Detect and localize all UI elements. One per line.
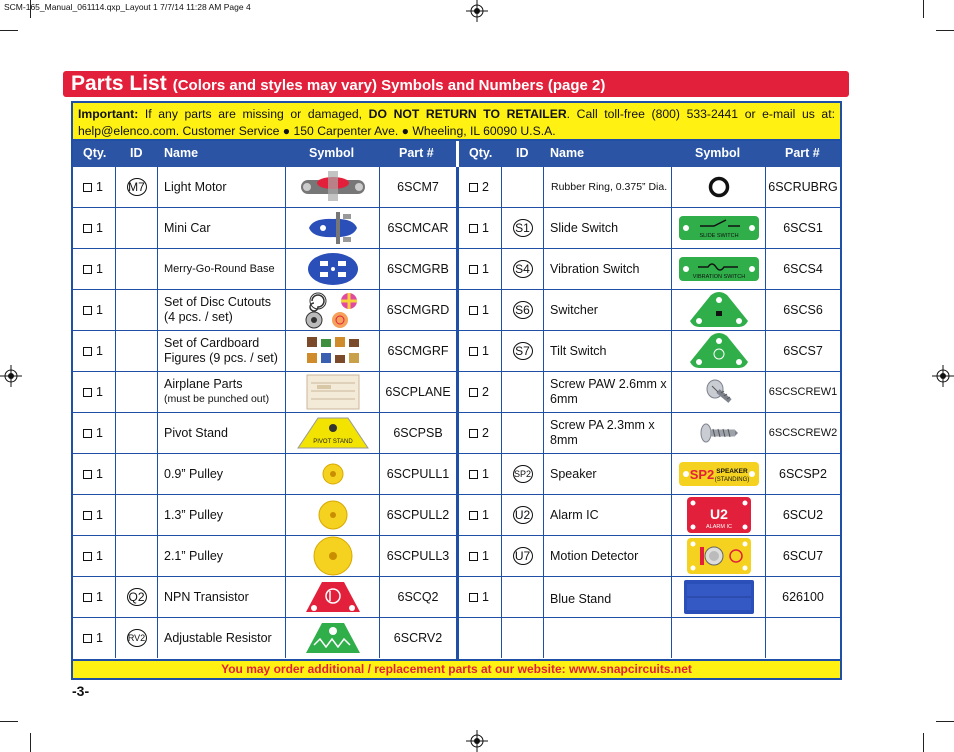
part-name: Airplane Parts bbox=[164, 377, 243, 391]
table-row bbox=[459, 495, 840, 536]
notice-warning: DO NOT RETURN TO RETAILER bbox=[368, 107, 567, 121]
table-row bbox=[73, 208, 456, 249]
speaker-symbol-label: SPEAKER bbox=[715, 468, 748, 475]
part-id-badge: SP2 bbox=[513, 465, 533, 483]
crop-mark bbox=[936, 721, 954, 722]
qty-value: 1 bbox=[482, 590, 489, 604]
part-name-detail: (4 pcs. / set) bbox=[164, 310, 233, 324]
qty-value: 1 bbox=[482, 344, 489, 358]
pivot-stand-label: PIVOT STAND bbox=[312, 439, 353, 445]
crop-mark bbox=[0, 30, 18, 31]
registration-mark-icon bbox=[466, 0, 488, 22]
checkbox[interactable] bbox=[83, 265, 92, 274]
checkbox[interactable] bbox=[83, 306, 92, 315]
qty-value: 1 bbox=[96, 549, 103, 563]
part-number: 6SCSCREW1 bbox=[768, 386, 838, 398]
checkbox[interactable] bbox=[83, 511, 92, 520]
checkbox[interactable] bbox=[83, 183, 92, 192]
qty-value: 1 bbox=[482, 508, 489, 522]
qty-value: 1 bbox=[96, 344, 103, 358]
table-row bbox=[73, 618, 456, 659]
col-name: Name bbox=[550, 146, 585, 160]
screw-paw-icon bbox=[704, 377, 734, 407]
npn-transistor-icon bbox=[302, 578, 364, 616]
parts-table-panel bbox=[71, 101, 842, 680]
part-name: 2.1” Pulley bbox=[164, 548, 224, 563]
table-row-empty bbox=[459, 618, 840, 659]
part-id-badge: U2 bbox=[513, 506, 533, 524]
adjustable-resistor-icon bbox=[302, 619, 364, 657]
crop-mark bbox=[923, 733, 924, 752]
part-number: 6SCM7 bbox=[397, 180, 439, 194]
part-name-detail: 8mm bbox=[550, 433, 578, 447]
part-number: 6SCSCREW2 bbox=[768, 427, 838, 439]
qty-value: 1 bbox=[96, 508, 103, 522]
checkbox[interactable] bbox=[469, 470, 478, 479]
part-id-badge: U7 bbox=[513, 547, 533, 565]
part-name-detail: (must be punched out) bbox=[164, 393, 270, 405]
table-row bbox=[73, 536, 456, 577]
pulley-large-icon bbox=[313, 536, 353, 576]
table-row bbox=[73, 413, 456, 454]
checkbox[interactable] bbox=[83, 634, 92, 643]
part-name: Merry-Go-Round Base bbox=[164, 262, 275, 275]
part-id-badge: S1 bbox=[513, 219, 533, 237]
checkbox[interactable] bbox=[469, 265, 478, 274]
col-name: Name bbox=[164, 146, 199, 160]
checkbox[interactable] bbox=[83, 593, 92, 602]
qty-value: 1 bbox=[96, 467, 103, 481]
checkbox[interactable] bbox=[469, 429, 478, 438]
part-number: 6SCS1 bbox=[783, 221, 823, 235]
checkbox[interactable] bbox=[469, 511, 478, 520]
table-row bbox=[459, 331, 840, 372]
col-part: Part # bbox=[399, 146, 434, 160]
part-name: Light Motor bbox=[164, 179, 227, 194]
col-part: Part # bbox=[785, 146, 820, 160]
part-name: Screw PA 2.3mm x bbox=[550, 418, 655, 432]
blue-stand-icon bbox=[683, 579, 755, 615]
part-name: Blue Stand bbox=[550, 591, 612, 606]
vibration-switch-icon bbox=[678, 255, 760, 283]
table-row bbox=[73, 495, 456, 536]
part-name: Pivot Stand bbox=[164, 425, 228, 440]
checkbox[interactable] bbox=[469, 388, 478, 397]
part-name: Speaker bbox=[550, 466, 597, 481]
qty-value: 1 bbox=[482, 262, 489, 276]
checkbox[interactable] bbox=[469, 306, 478, 315]
checkbox[interactable] bbox=[83, 470, 92, 479]
part-name: Set of Cardboard bbox=[164, 336, 260, 350]
part-name: Slide Switch bbox=[550, 220, 619, 235]
switcher-icon bbox=[687, 291, 751, 329]
part-name: NPN Transistor bbox=[164, 589, 249, 604]
part-number: 6SCSP2 bbox=[779, 467, 827, 481]
part-id-badge: S7 bbox=[513, 342, 533, 360]
order-footer: You may order additional / replacement parts at our website: www.snapcircuits.net bbox=[73, 659, 840, 678]
airplane-parts-icon bbox=[305, 373, 361, 411]
slide-switch-label: SLIDE SWITCH bbox=[698, 233, 739, 239]
motion-detector-icon bbox=[686, 537, 752, 575]
notice-label: Important: bbox=[78, 107, 139, 121]
alarm-ic-icon bbox=[686, 496, 752, 534]
part-number: 6SCS4 bbox=[783, 262, 823, 276]
qty-value: 1 bbox=[96, 221, 103, 235]
part-name: Vibration Switch bbox=[550, 261, 640, 276]
qty-value: 1 bbox=[482, 221, 489, 235]
table-row bbox=[73, 290, 456, 331]
checkbox[interactable] bbox=[83, 347, 92, 356]
rubber-ring-icon bbox=[707, 175, 731, 199]
disc-cutouts-icon bbox=[300, 291, 366, 329]
crop-mark bbox=[923, 0, 924, 18]
part-id-badge: RV2 bbox=[127, 629, 147, 647]
qty-value: 1 bbox=[482, 549, 489, 563]
qty-value: 1 bbox=[482, 467, 489, 481]
registration-mark-icon bbox=[466, 730, 488, 752]
speaker-symbol-sublabel: (STANDING) bbox=[714, 477, 749, 483]
part-number: 6SCMGRF bbox=[387, 344, 449, 358]
speaker-icon bbox=[678, 460, 760, 488]
col-symbol: Symbol bbox=[309, 146, 355, 160]
registration-mark-icon bbox=[932, 365, 954, 387]
pulley-small-icon bbox=[321, 462, 345, 486]
slide-switch-icon bbox=[678, 214, 760, 242]
table-row bbox=[459, 536, 840, 577]
screw-pa-icon bbox=[699, 422, 739, 444]
merry-go-round-base-icon bbox=[306, 251, 360, 287]
qty-value: 1 bbox=[482, 303, 489, 317]
part-id-badge: S6 bbox=[513, 301, 533, 319]
col-qty: Qty. bbox=[83, 146, 107, 160]
table-row bbox=[73, 167, 456, 208]
part-name: Screw PAW 2.6mm x bbox=[550, 377, 667, 391]
crop-mark bbox=[0, 721, 18, 722]
table-row bbox=[459, 290, 840, 331]
part-number: 6SCQ2 bbox=[397, 590, 439, 604]
notice-text: If any parts are missing or damaged, bbox=[138, 107, 369, 121]
part-number: 6SCU7 bbox=[782, 549, 824, 563]
page-subtitle: (Colors and styles may vary) Symbols and Numbers (page 2) bbox=[172, 77, 606, 94]
qty-value: 1 bbox=[96, 303, 103, 317]
part-number: 6SCPLANE bbox=[385, 385, 451, 399]
col-symbol: Symbol bbox=[695, 146, 741, 160]
col-qty: Qty. bbox=[469, 146, 493, 160]
checkbox[interactable] bbox=[469, 224, 478, 233]
checkbox[interactable] bbox=[469, 183, 478, 192]
light-motor-icon bbox=[298, 169, 368, 205]
part-number: 626100 bbox=[782, 590, 824, 604]
qty-value: 2 bbox=[482, 426, 489, 440]
part-name: Mini Car bbox=[164, 220, 211, 235]
crop-mark bbox=[30, 733, 31, 752]
qty-value: 1 bbox=[96, 385, 103, 399]
table-row bbox=[459, 208, 840, 249]
part-number: 6SCU2 bbox=[782, 508, 824, 522]
part-number: 6SCPULL3 bbox=[386, 549, 450, 563]
table-row bbox=[459, 413, 840, 454]
important-notice bbox=[73, 103, 840, 141]
table-row bbox=[73, 577, 456, 618]
pivot-stand-icon bbox=[294, 414, 372, 452]
qty-value: 2 bbox=[482, 385, 489, 399]
part-name: Rubber Ring, 0.375” Dia. bbox=[551, 180, 668, 193]
table-row bbox=[459, 454, 840, 495]
page-number: -3- bbox=[72, 683, 90, 699]
table-row bbox=[73, 249, 456, 290]
part-number: 6SCMGRD bbox=[386, 303, 450, 317]
part-name: Switcher bbox=[550, 302, 598, 317]
cardboard-figures-icon bbox=[303, 333, 363, 369]
table-row bbox=[73, 454, 456, 495]
mini-car-icon bbox=[303, 210, 363, 246]
table-row bbox=[459, 249, 840, 290]
qty-value: 2 bbox=[482, 180, 489, 194]
part-name: Motion Detector bbox=[550, 548, 639, 563]
part-number: 6SCRV2 bbox=[393, 631, 443, 645]
part-number: 6SCPULL2 bbox=[386, 508, 450, 522]
alarm-ic-symbol-title: U2 bbox=[709, 506, 728, 522]
table-row bbox=[73, 372, 456, 413]
part-id-badge: M7 bbox=[128, 180, 145, 194]
qty-value: 1 bbox=[96, 180, 103, 194]
part-number: 6SCRUBRG bbox=[768, 180, 838, 194]
part-number: 6SCMGRB bbox=[387, 262, 449, 276]
table-header-left bbox=[73, 141, 456, 167]
part-name: Alarm IC bbox=[550, 507, 599, 522]
part-number: 6SCS6 bbox=[783, 303, 823, 317]
part-number: 6SCPULL1 bbox=[386, 467, 450, 481]
tilt-switch-icon bbox=[687, 332, 751, 370]
part-name-detail: Figures (9 pcs. / set) bbox=[164, 351, 278, 365]
checkbox[interactable] bbox=[469, 593, 478, 602]
part-id-badge: Q2 bbox=[128, 590, 145, 604]
checkbox[interactable] bbox=[83, 388, 92, 397]
crop-mark bbox=[936, 30, 954, 31]
part-id-badge: S4 bbox=[513, 260, 533, 278]
vibration-switch-label: VIBRATION SWITCH bbox=[692, 274, 745, 280]
table-row bbox=[73, 331, 456, 372]
part-name: 1.3” Pulley bbox=[164, 507, 224, 522]
page-title: Parts List bbox=[71, 72, 167, 95]
part-name: Adjustable Resistor bbox=[164, 630, 272, 645]
registration-mark-icon bbox=[0, 365, 22, 387]
qty-value: 1 bbox=[96, 262, 103, 276]
qty-value: 1 bbox=[96, 631, 103, 645]
pulley-medium-icon bbox=[317, 499, 349, 531]
part-name-detail: 6mm bbox=[550, 392, 578, 406]
part-name: Set of Disc Cutouts bbox=[164, 295, 271, 309]
checkbox[interactable] bbox=[83, 552, 92, 561]
table-row bbox=[459, 372, 840, 413]
col-id: ID bbox=[516, 146, 529, 160]
page-title-bar bbox=[63, 71, 849, 97]
qty-value: 1 bbox=[96, 590, 103, 604]
checkbox[interactable] bbox=[469, 552, 478, 561]
alarm-ic-symbol-label: ALARM IC bbox=[705, 524, 732, 530]
table-row bbox=[459, 577, 840, 618]
col-id: ID bbox=[130, 146, 143, 160]
part-name: 0.9” Pulley bbox=[164, 466, 224, 481]
notice-contact: . Call toll-free (800) 533-2441 or e-mail us at: help@elenco.com. Customer Service ● 150 Carpenter Ave. ● Wheeling, IL 60090 U.S.A. bbox=[78, 107, 835, 138]
table-header-right bbox=[459, 141, 840, 167]
qty-value: 1 bbox=[96, 426, 103, 440]
checkbox[interactable] bbox=[469, 347, 478, 356]
part-name: Tilt Switch bbox=[550, 343, 607, 358]
table-row bbox=[459, 167, 840, 208]
print-slug: SCM-165_Manual_061114.qxp_Layout 1 7/7/14 11:28 AM Page 4 bbox=[4, 2, 251, 12]
part-number: 6SCMCAR bbox=[387, 221, 449, 235]
checkbox[interactable] bbox=[83, 224, 92, 233]
part-number: 6SCS7 bbox=[783, 344, 823, 358]
speaker-symbol-title: SP2 bbox=[689, 467, 714, 482]
part-number: 6SCPSB bbox=[393, 426, 443, 440]
checkbox[interactable] bbox=[83, 429, 92, 438]
